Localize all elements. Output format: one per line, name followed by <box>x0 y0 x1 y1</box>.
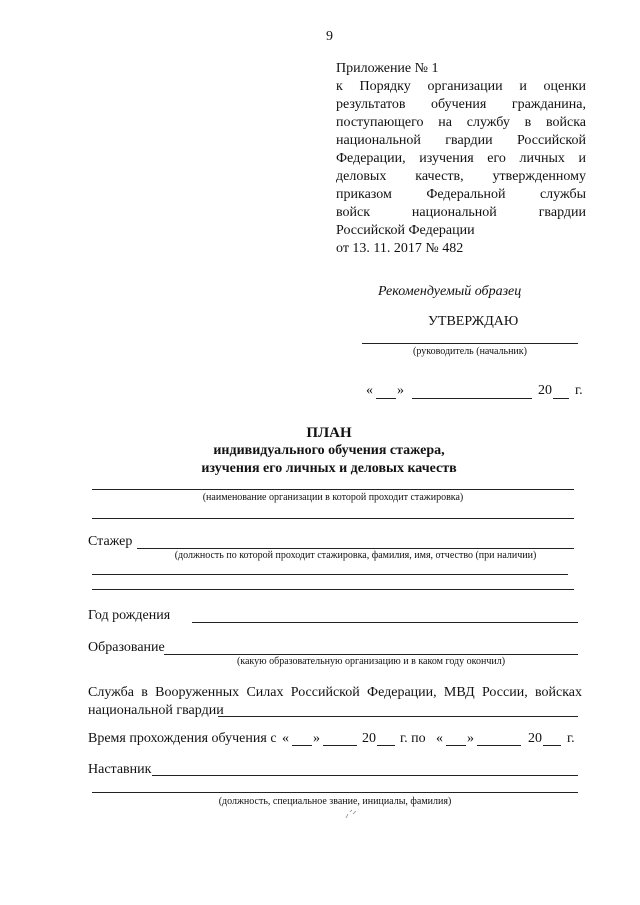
appendix-date: от 13. 11. 2017 № 482 <box>336 241 464 256</box>
appendix-line: приказом Федеральной службы <box>336 187 586 202</box>
scan-mark <box>344 808 358 820</box>
service-line-1: Служба в Вооруженных Силах Российской Федерации, МВД России, войсках <box>88 685 582 700</box>
approval-title: УТВЕРЖДАЮ <box>428 314 519 329</box>
approval-day-field[interactable] <box>376 398 396 399</box>
appendix-line: деловых качеств, утвержденному <box>336 169 586 184</box>
appendix-line: к Порядку организации и оценки <box>336 79 586 94</box>
mentor-label: Наставник <box>88 762 152 777</box>
period-end-open-quote: « <box>436 731 443 746</box>
page-number: 9 <box>326 29 333 44</box>
appendix-line: поступающего на службу в войска <box>336 115 586 130</box>
signer-caption: (руководитель (начальник) <box>413 346 527 357</box>
intern-caption: (должность по которой проходит стажировка, фамилия, имя, отчество (при наличии) <box>174 550 537 561</box>
appendix-title: Приложение № 1 <box>336 61 439 76</box>
mentor-caption: (должность, специальное звание, инициалы, фамилия) <box>218 796 452 807</box>
period-start-open-quote: « <box>282 731 289 746</box>
plan-title: ПЛАН <box>306 425 352 441</box>
period-start-close-quote: » <box>313 731 320 746</box>
period-start-year-field[interactable] <box>377 745 395 746</box>
appendix-line: результатов обучения гражданина, <box>336 97 586 112</box>
intern-field-2[interactable] <box>92 574 568 575</box>
intern-field-3[interactable] <box>92 589 574 590</box>
period-start-month-field[interactable] <box>323 745 357 746</box>
period-end-year-field[interactable] <box>543 745 561 746</box>
plan-subtitle-2: изучения его личных и деловых качеств <box>201 461 457 476</box>
organization-field-2[interactable] <box>92 518 574 519</box>
appendix-line: войск национальной гвардии <box>336 205 586 220</box>
education-caption: (какую образовательную организацию и в каком году окончил) <box>236 656 506 667</box>
period-end-day-field[interactable] <box>446 745 466 746</box>
period-end-close-quote: » <box>467 731 474 746</box>
mentor-field-2[interactable] <box>92 792 578 793</box>
service-line-2: национальной гвардии <box>88 703 224 718</box>
period-start-year-prefix: 20 <box>362 731 376 746</box>
appendix-line: Федерации, изучения его личных и <box>336 151 586 166</box>
signer-line[interactable] <box>362 343 578 344</box>
period-end-year-prefix: 20 <box>528 731 542 746</box>
approval-year-prefix: 20 <box>538 383 552 398</box>
approval-month-field[interactable] <box>412 398 532 399</box>
organization-caption: (наименование организации в которой проходит стажировка) <box>202 492 464 503</box>
period-label: Время прохождения обучения с <box>88 731 277 746</box>
organization-field[interactable] <box>92 489 574 490</box>
sample-label: Рекомендуемый образец <box>378 284 522 299</box>
plan-subtitle-1: индивидуального обучения стажера, <box>213 443 445 458</box>
education-label: Образование <box>88 640 165 655</box>
service-field[interactable] <box>218 716 578 717</box>
mentor-field[interactable] <box>152 775 578 776</box>
intern-label: Стажер <box>88 534 133 549</box>
intern-field[interactable] <box>137 548 574 549</box>
period-end-suffix: г. <box>567 731 575 746</box>
period-end-month-field[interactable] <box>477 745 521 746</box>
approval-date-close-quote: » <box>397 383 404 398</box>
birth-year-field[interactable] <box>192 622 578 623</box>
appendix-line: Российской Федерации <box>336 223 475 238</box>
period-to-label: г. по <box>400 731 426 746</box>
education-field[interactable] <box>164 654 578 655</box>
period-start-day-field[interactable] <box>292 745 312 746</box>
birth-year-label: Год рождения <box>88 608 171 623</box>
approval-date-open-quote: « <box>366 383 373 398</box>
approval-year-field[interactable] <box>553 398 569 399</box>
approval-year-suffix: г. <box>575 383 583 398</box>
appendix-line: национальной гвардии Российской <box>336 133 586 148</box>
